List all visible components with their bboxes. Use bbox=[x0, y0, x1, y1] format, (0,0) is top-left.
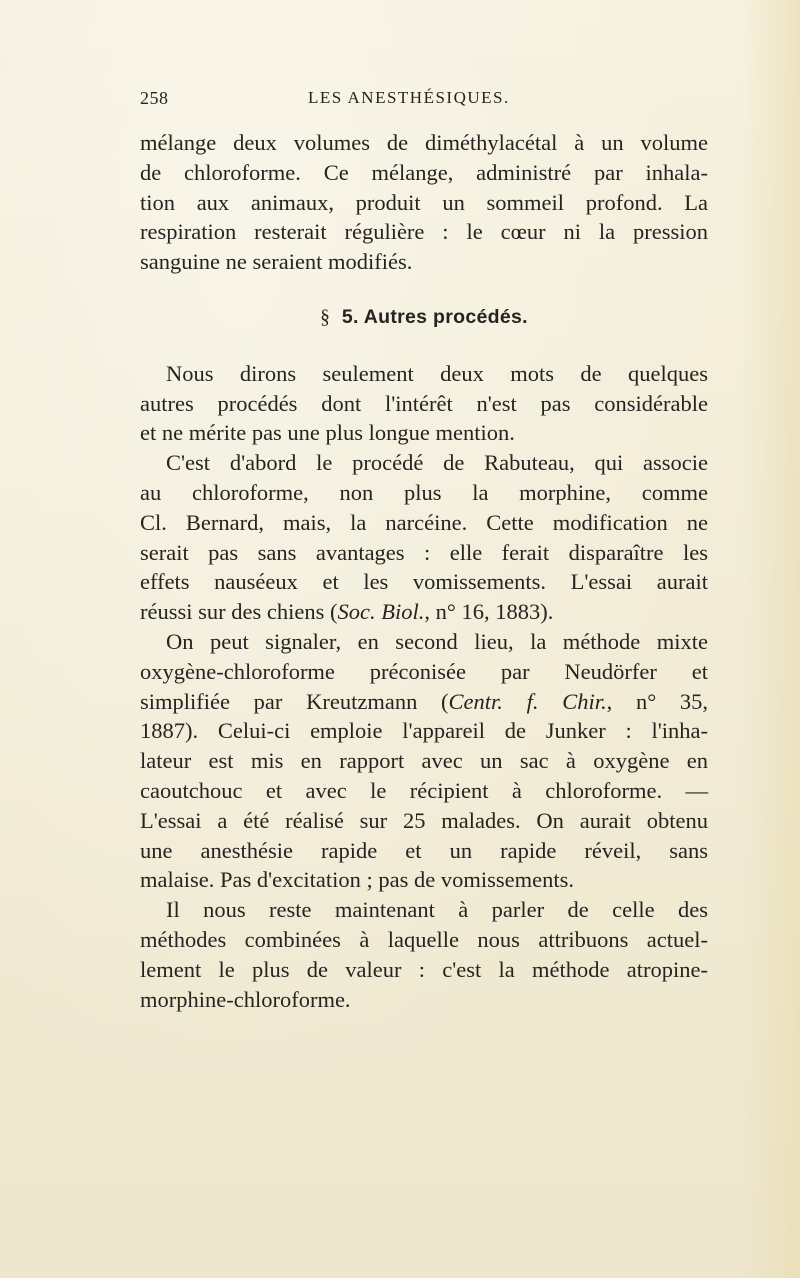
text-line: caoutchouc et avec le récipient à chloroforme. — bbox=[140, 777, 708, 803]
text-fragment: réussi sur des chiens ( bbox=[140, 599, 338, 625]
text-line: C'est d'abord le procédé de Rabuteau, qui associe bbox=[166, 450, 708, 476]
text-line: serait pas sans avantages : elle ferait disparaître les bbox=[140, 539, 708, 565]
text-line: Cl. Bernard, mais, la narcéine. Cette modification ne bbox=[140, 509, 708, 535]
text-line: sanguine ne seraient modifiés. bbox=[140, 249, 413, 275]
section-sign: § bbox=[320, 306, 331, 328]
citation-journal: Centr. f. Chir. bbox=[448, 688, 607, 714]
text-line: lateur est mis en rapport avec un sac à oxygène en bbox=[140, 748, 708, 774]
text-line: et ne mérite pas une plus longue mention. bbox=[140, 420, 515, 446]
text-line: respiration resterait régulière : le cœur ni la pression bbox=[140, 219, 708, 245]
text-line bbox=[140, 597, 708, 627]
text-line: morphine-chloroforme. bbox=[140, 986, 351, 1012]
text-line: lement le plus de valeur : c'est la méthode atropine- bbox=[140, 956, 708, 982]
text-line: méthodes combinées à laquelle nous attribuons actuel- bbox=[140, 926, 708, 952]
text-line: malaise. Pas d'excitation ; pas de vomissements. bbox=[140, 867, 574, 893]
text-line: une anesthésie rapide et un rapide réveil, sans bbox=[140, 837, 708, 863]
text-fragment: simplifiée par Kreutzmann ( bbox=[140, 688, 449, 714]
text-line: On peut signaler, en second lieu, la méthode mixte bbox=[166, 628, 708, 654]
section-title: 5. Autres procédés. bbox=[341, 305, 528, 328]
paragraph-4 bbox=[140, 627, 708, 895]
text-block bbox=[140, 128, 708, 1014]
running-head-title: LES ANESTHÉSIQUES. bbox=[308, 88, 510, 107]
section-heading bbox=[140, 303, 708, 333]
text-line: 1887). Celui-ci emploie l'appareil de Junker : l'inha- bbox=[140, 718, 708, 744]
paragraph-2 bbox=[140, 359, 708, 448]
page-number: 258 bbox=[140, 88, 169, 108]
text-line: Nous dirons seulement deux mots de quelques bbox=[166, 360, 708, 386]
text-fragment: , n° 16, 1883). bbox=[424, 599, 554, 625]
text-line: mélange deux volumes de diméthylacétal à un volume bbox=[140, 130, 708, 155]
text-fragment: , n° 35, bbox=[606, 688, 709, 714]
text-line bbox=[140, 687, 708, 717]
text-line: autres procédés dont l'intérêt n'est pas considérable bbox=[140, 390, 708, 416]
paragraph-1 bbox=[140, 128, 708, 277]
paragraph-3 bbox=[140, 448, 708, 627]
text-line: effets nauséeux et les vomissements. L'essai aurait bbox=[140, 569, 708, 595]
text-line: de chloroforme. Ce mélange, administré par inhala- bbox=[140, 159, 708, 185]
citation-journal: Soc. Biol. bbox=[337, 599, 425, 625]
text-line: Il nous reste maintenant à parler de celle des bbox=[166, 897, 708, 923]
running-head bbox=[140, 88, 700, 114]
text-line: oxygène-chloroforme préconisée par Neudörfer et bbox=[140, 658, 708, 684]
paragraph-5 bbox=[140, 895, 708, 1014]
text-line: au chloroforme, non plus la morphine, comme bbox=[140, 479, 708, 505]
text-line: tion aux animaux, produit un sommeil profond. La bbox=[140, 189, 708, 215]
text-line: L'essai a été réalisé sur 25 malades. On aurait obtenu bbox=[140, 807, 708, 833]
